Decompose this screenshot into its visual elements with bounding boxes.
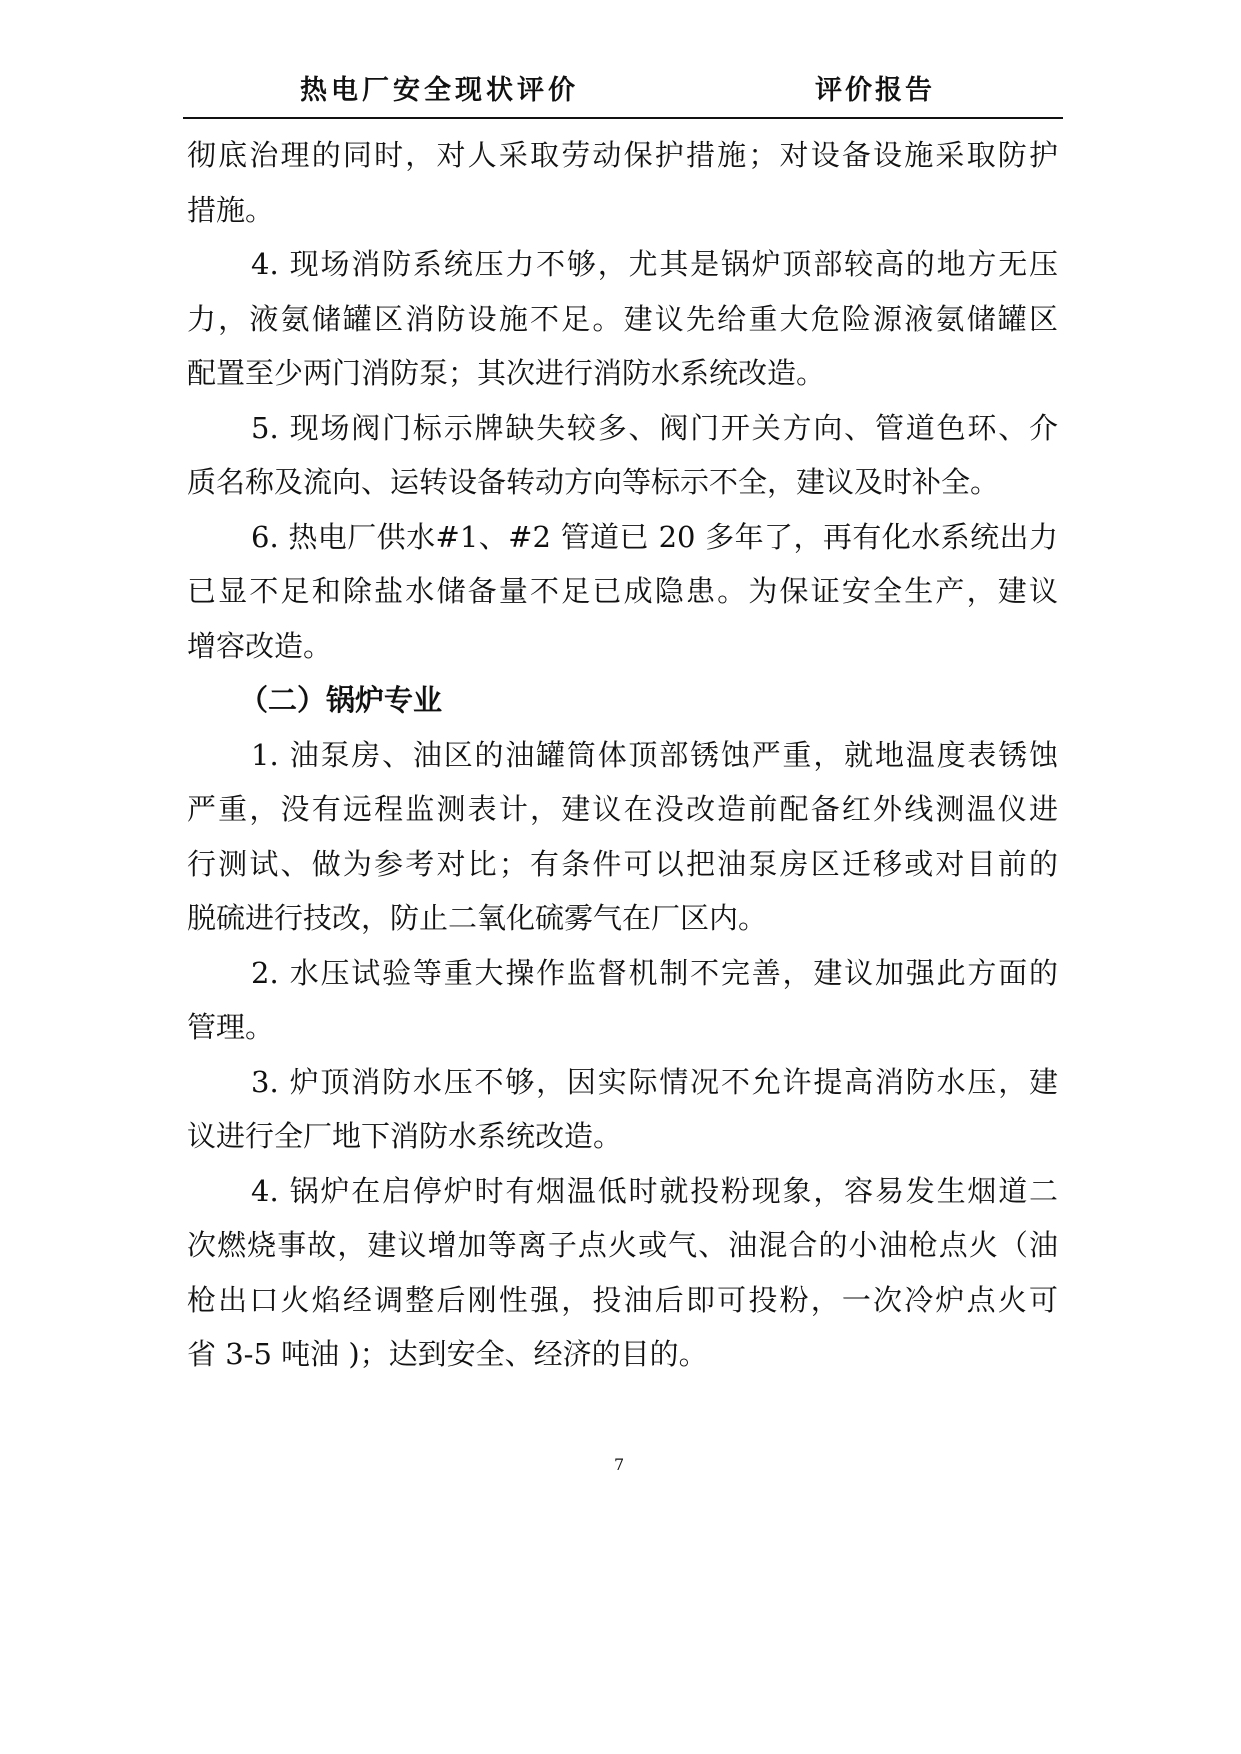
header-report-label: 评价报告 — [815, 75, 935, 106]
paragraph-line: 5. 现场阀门标示牌缺失较多、阀门开关方向、管道色环、介 — [251, 410, 1058, 445]
paragraph — [187, 128, 1058, 237]
paragraph-line: 1. 油泵房、油区的油罐筒体顶部锈蚀严重，就地温度表锈蚀 — [251, 737, 1058, 772]
paragraph-line: 6. 热电厂供水#1、#2 管道已 20 多年了，再有化水系统出力 — [251, 519, 1058, 554]
paragraph-line: 省 3-5 吨油 )；达到安全、经济的目的。 — [187, 1337, 708, 1371]
paragraph — [187, 510, 1058, 674]
page-number: 7 — [614, 1455, 625, 1474]
paragraph-line: 行测试、做为参考对比；有条件可以把油泵房区迁移或对目前的 — [187, 846, 1058, 881]
document-body — [187, 128, 1058, 1382]
paragraph-line: 严重，没有远程监测表计，建议在没改造前配备红外线测温仪进 — [187, 792, 1058, 826]
paragraph-line: 4. 现场消防系统压力不够，尤其是锅炉顶部较高的地方无压 — [251, 247, 1058, 281]
paragraph-line: 增容改造。 — [187, 628, 333, 663]
paragraph-line: 质名称及流向、运转设备转动方向等标示不全，建议及时补全。 — [187, 465, 1000, 499]
paragraph-line: 3. 炉顶消防水压不够，因实际情况不允许提高消防水压，建 — [251, 1064, 1058, 1099]
header-rule — [183, 117, 1063, 119]
paragraph-line: 配置至少两门消防泵；其次进行消防水系统改造。 — [187, 356, 826, 390]
paragraph — [187, 946, 1058, 1055]
paragraph-line: 议进行全厂地下消防水系统改造。 — [187, 1119, 623, 1153]
paragraph-line: 已显不足和除盐水储备量不足已成隐患。为保证安全生产，建议 — [187, 574, 1058, 608]
paragraph — [187, 237, 1058, 401]
paragraph-line: 脱硫进行技改，防止二氧化硫雾气在厂区内。 — [187, 901, 768, 935]
paragraph-line: 4. 锅炉在启停炉时有烟温低时就投粉现象，容易发生烟道二 — [251, 1173, 1058, 1208]
paragraph — [187, 401, 1058, 510]
header-title: 热电厂安全现状评价 — [300, 75, 579, 106]
paragraph — [187, 1164, 1058, 1382]
paragraph-line: 次燃烧事故，建议增加等离子点火或气、油混合的小油枪点火（油 — [187, 1228, 1058, 1262]
paragraph-line: 措施。 — [187, 192, 275, 227]
paragraph-line: 彻底治理的同时，对人采取劳动保护措施；对设备设施采取防护 — [187, 138, 1058, 172]
section-heading: （二）锅炉专业 — [239, 683, 443, 717]
paragraph-line: 枪出口火焰经调整后刚性强，投油后即可投粉，一次冷炉点火可 — [187, 1282, 1058, 1317]
paragraph — [187, 728, 1058, 946]
paragraph-line: 2. 水压试验等重大操作监督机制不完善，建议加强此方面的 — [251, 955, 1058, 990]
page-header — [0, 0, 1241, 120]
paragraph-line: 力，液氨储罐区消防设施不足。建议先给重大危险源液氨储罐区 — [187, 301, 1058, 336]
paragraph-line: 管理。 — [187, 1010, 275, 1044]
paragraph — [187, 1055, 1058, 1164]
